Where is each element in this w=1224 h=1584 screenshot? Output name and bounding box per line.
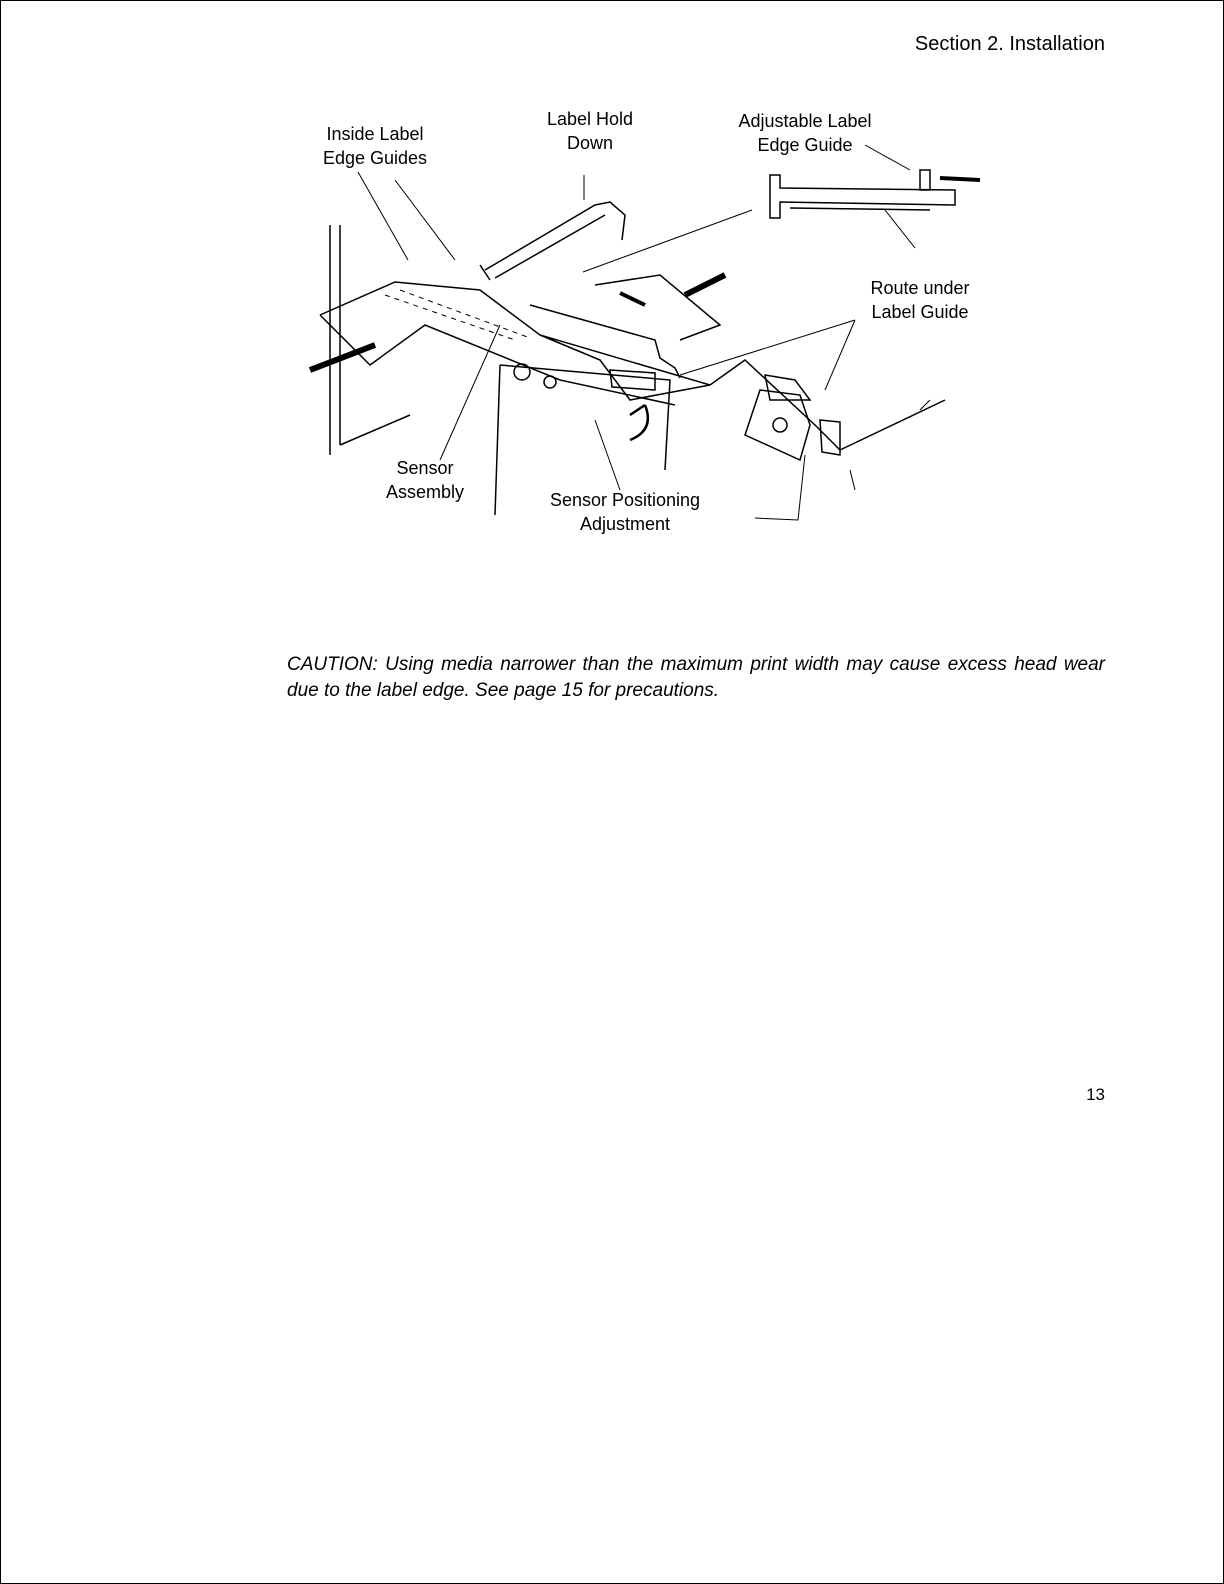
section-header: Section 2. Installation	[914, 33, 1105, 55]
label-sensor-assembly: Sensor Assembly	[385, 458, 465, 502]
label-inside-label-edge-guides: Inside Label Edge Guides	[322, 124, 428, 168]
label-adjustable-label-edge-guide: Adjustable Label Edge Guide	[738, 111, 872, 155]
page-number: 13	[1086, 1085, 1105, 1104]
label-sensor-positioning-adjustment: Sensor Positioning Adjustment	[549, 490, 701, 534]
caution-note: CAUTION: Using media narrower than the maximum print width may cause excess head wear due to the label edge. See page 15 for precautions.	[287, 654, 1105, 701]
label-path-diagram	[300, 100, 1000, 540]
label-label-hold-down: Label Hold Down	[546, 109, 634, 153]
label-route-under-label-guide: Route under Label Guide	[870, 278, 970, 322]
